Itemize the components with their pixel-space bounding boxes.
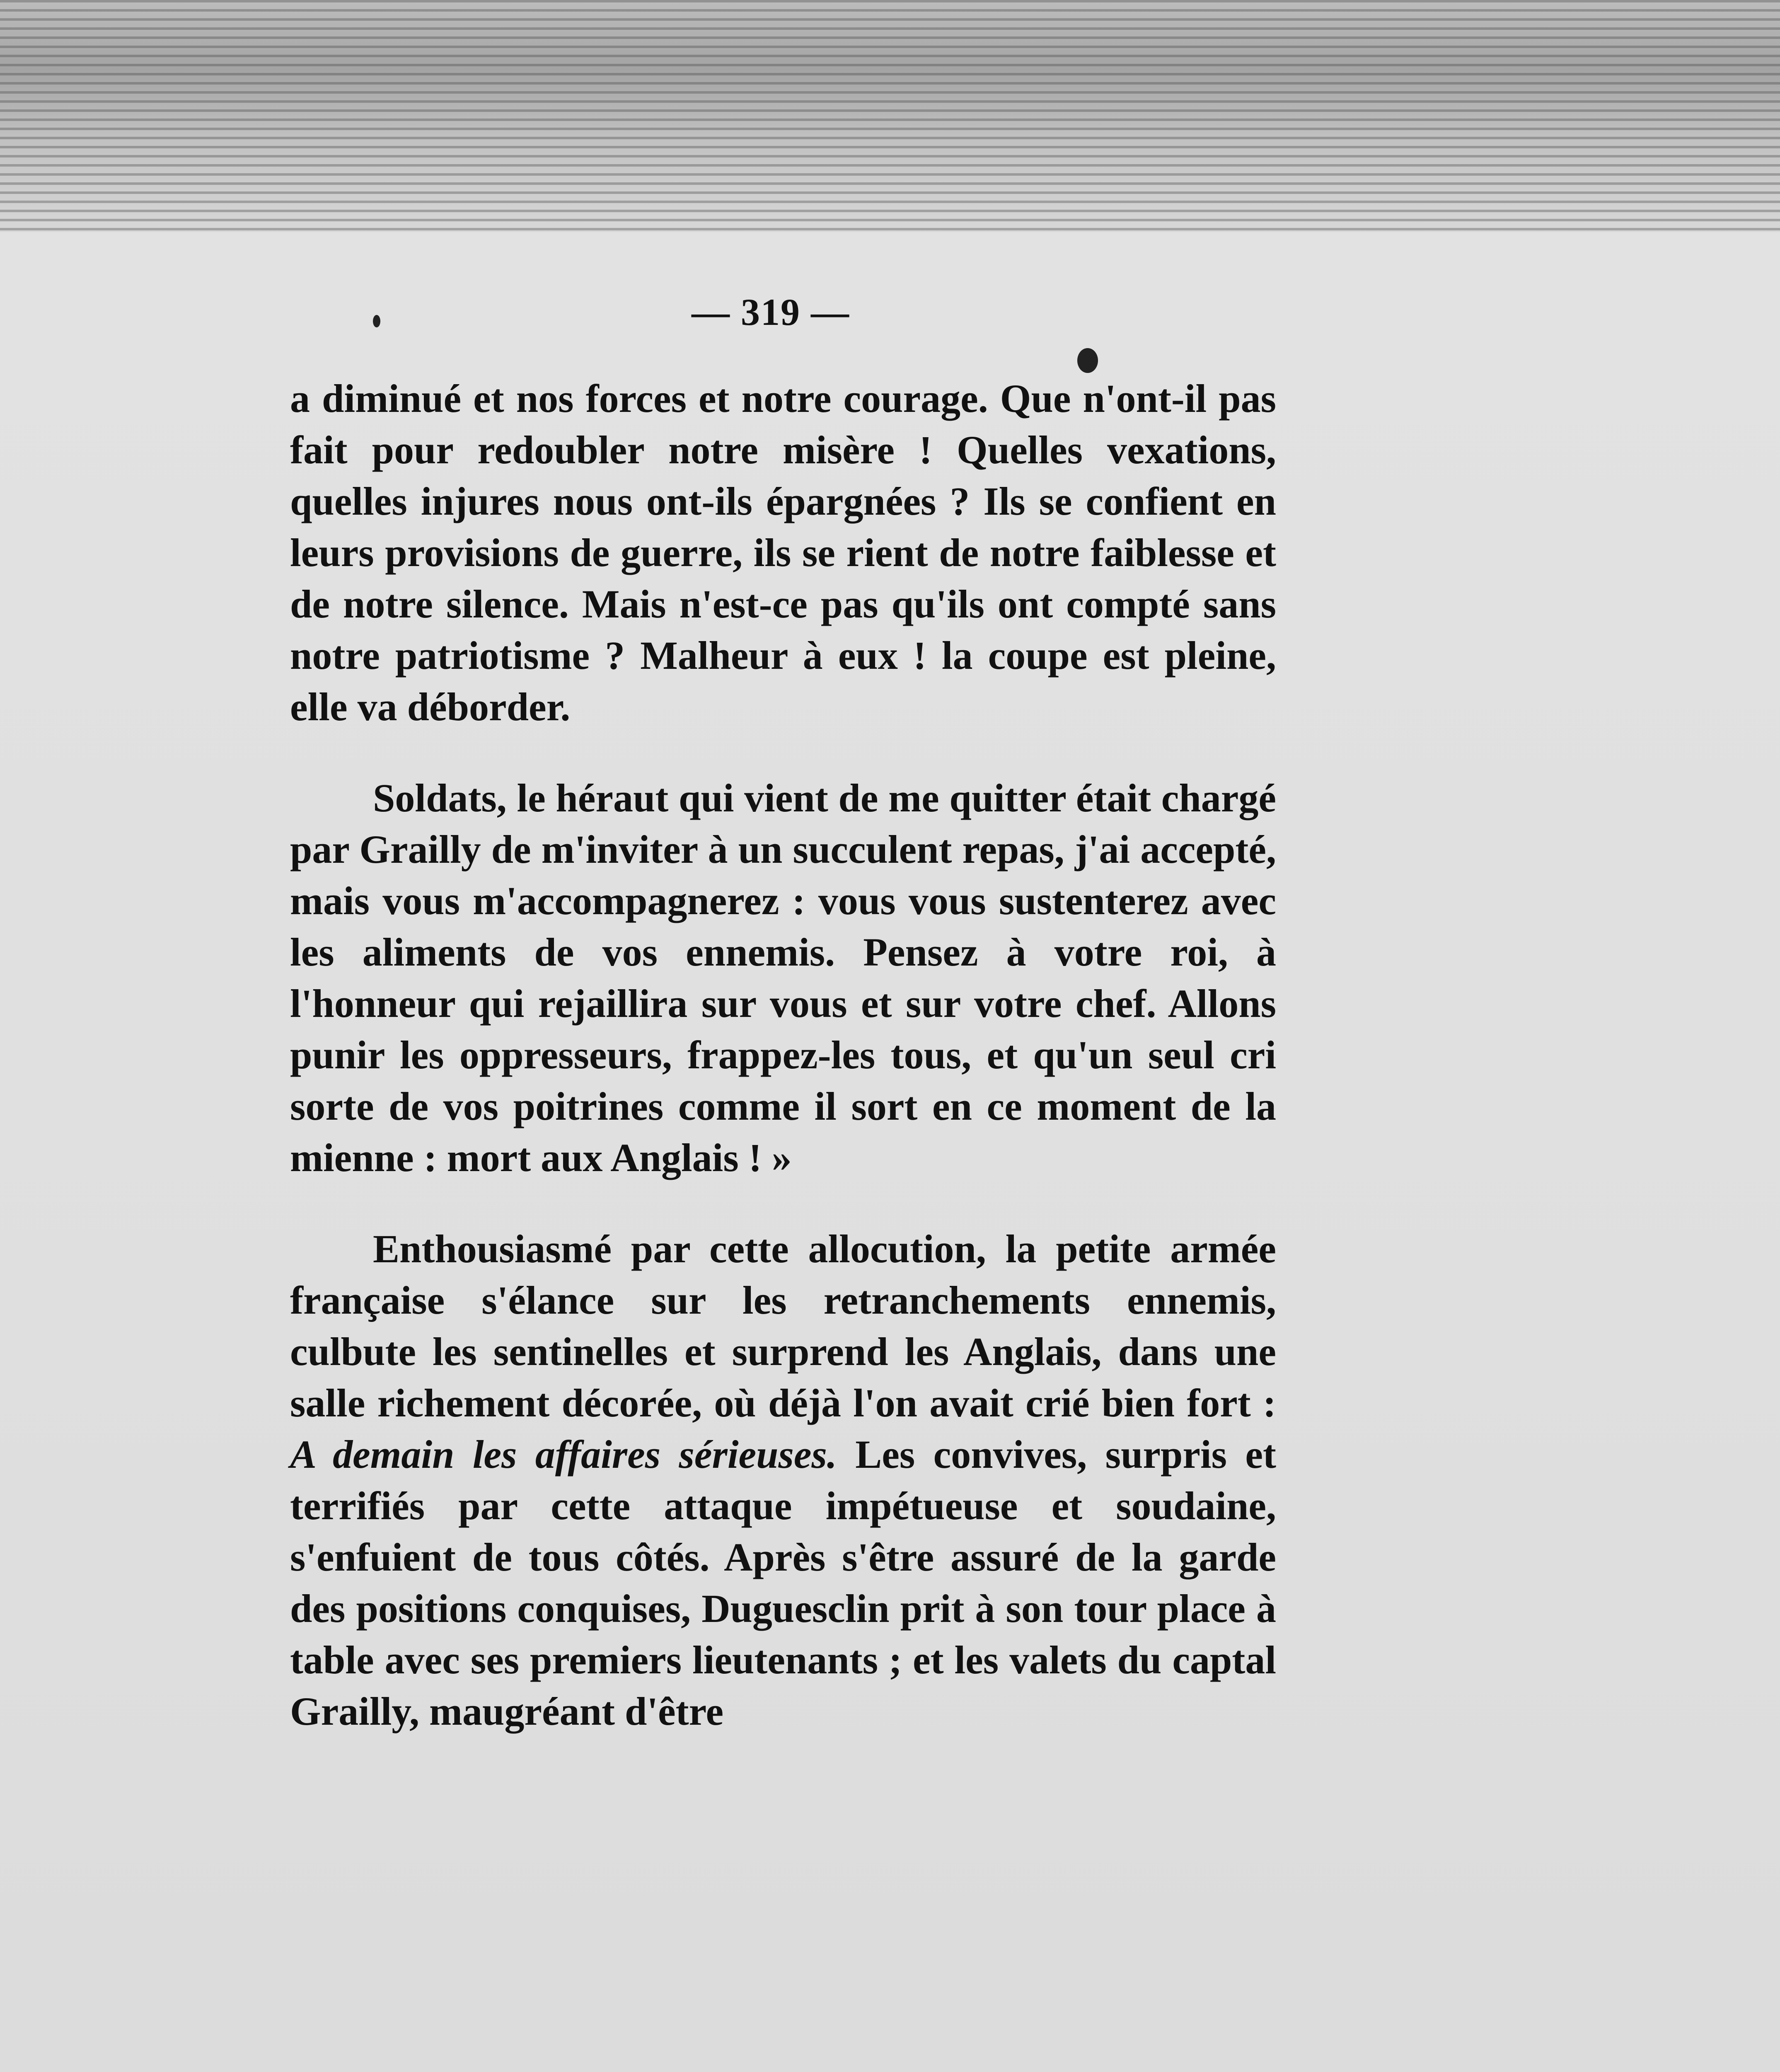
paragraph-3: [290, 1223, 1276, 1737]
ink-speck: [373, 315, 380, 327]
ink-speck: [1077, 348, 1098, 373]
paragraph-2: Soldats, le héraut qui vient de me quitter était chargé par Grailly de m'inviter à un succulent repas, j'ai accepté, mais vous m'accompagnerez : vous vous sustenterez avec les aliments de vos ennemis. Pensez à votre roi, à l'honneur qui rejaillira sur vous et sur votre chef. Allons punir les oppresseurs, frappez-les tous, et qu'un seul cri sorte de vos poitrines comme il sort en ce moment de la mienne : mort aux Anglais ! »: [290, 776, 1276, 1180]
paragraph-3-italic-quote: A demain les affaires sérieuses.: [290, 1432, 837, 1477]
paragraph-3-text-after: Les convives, surpris et terrifiés par cette attaque impétueuse et soudaine, s'enfuient de tous côtés. Après s'être assuré de la garde des positions conquises, Duguesclin prit à son tour place à table avec ses premiers lieutenants ; et les valets du captal Grailly, maugréant d'être: [290, 1432, 1277, 1733]
body-text: [290, 373, 1276, 1777]
paragraph-3-text-before: Enthousiasmé par cette allocution, la petite armée française s'élance sur les retranchements ennemis, culbute les sentinelles et surprend les Anglais, dans une salle richement décorée, où déjà l'on avait crié bien fort :: [290, 1227, 1276, 1425]
paragraph-1: a diminué et nos forces et notre courage. Que n'ont-il pas fait pour redoubler notre misère ! Quelles vexations, quelles injures nous ont-ils épargnées ? Ils se confient en leurs provisions de guerre, ils se rient de notre faiblesse et de notre silence. Mais n'est-ce pas qu'ils ont compté sans notre patriotisme ? Malheur à eux ! la coupe est pleine, elle va déborder.: [290, 376, 1276, 729]
page-number: — 319 —: [692, 291, 850, 333]
damaged-top-band: [0, 0, 1780, 232]
